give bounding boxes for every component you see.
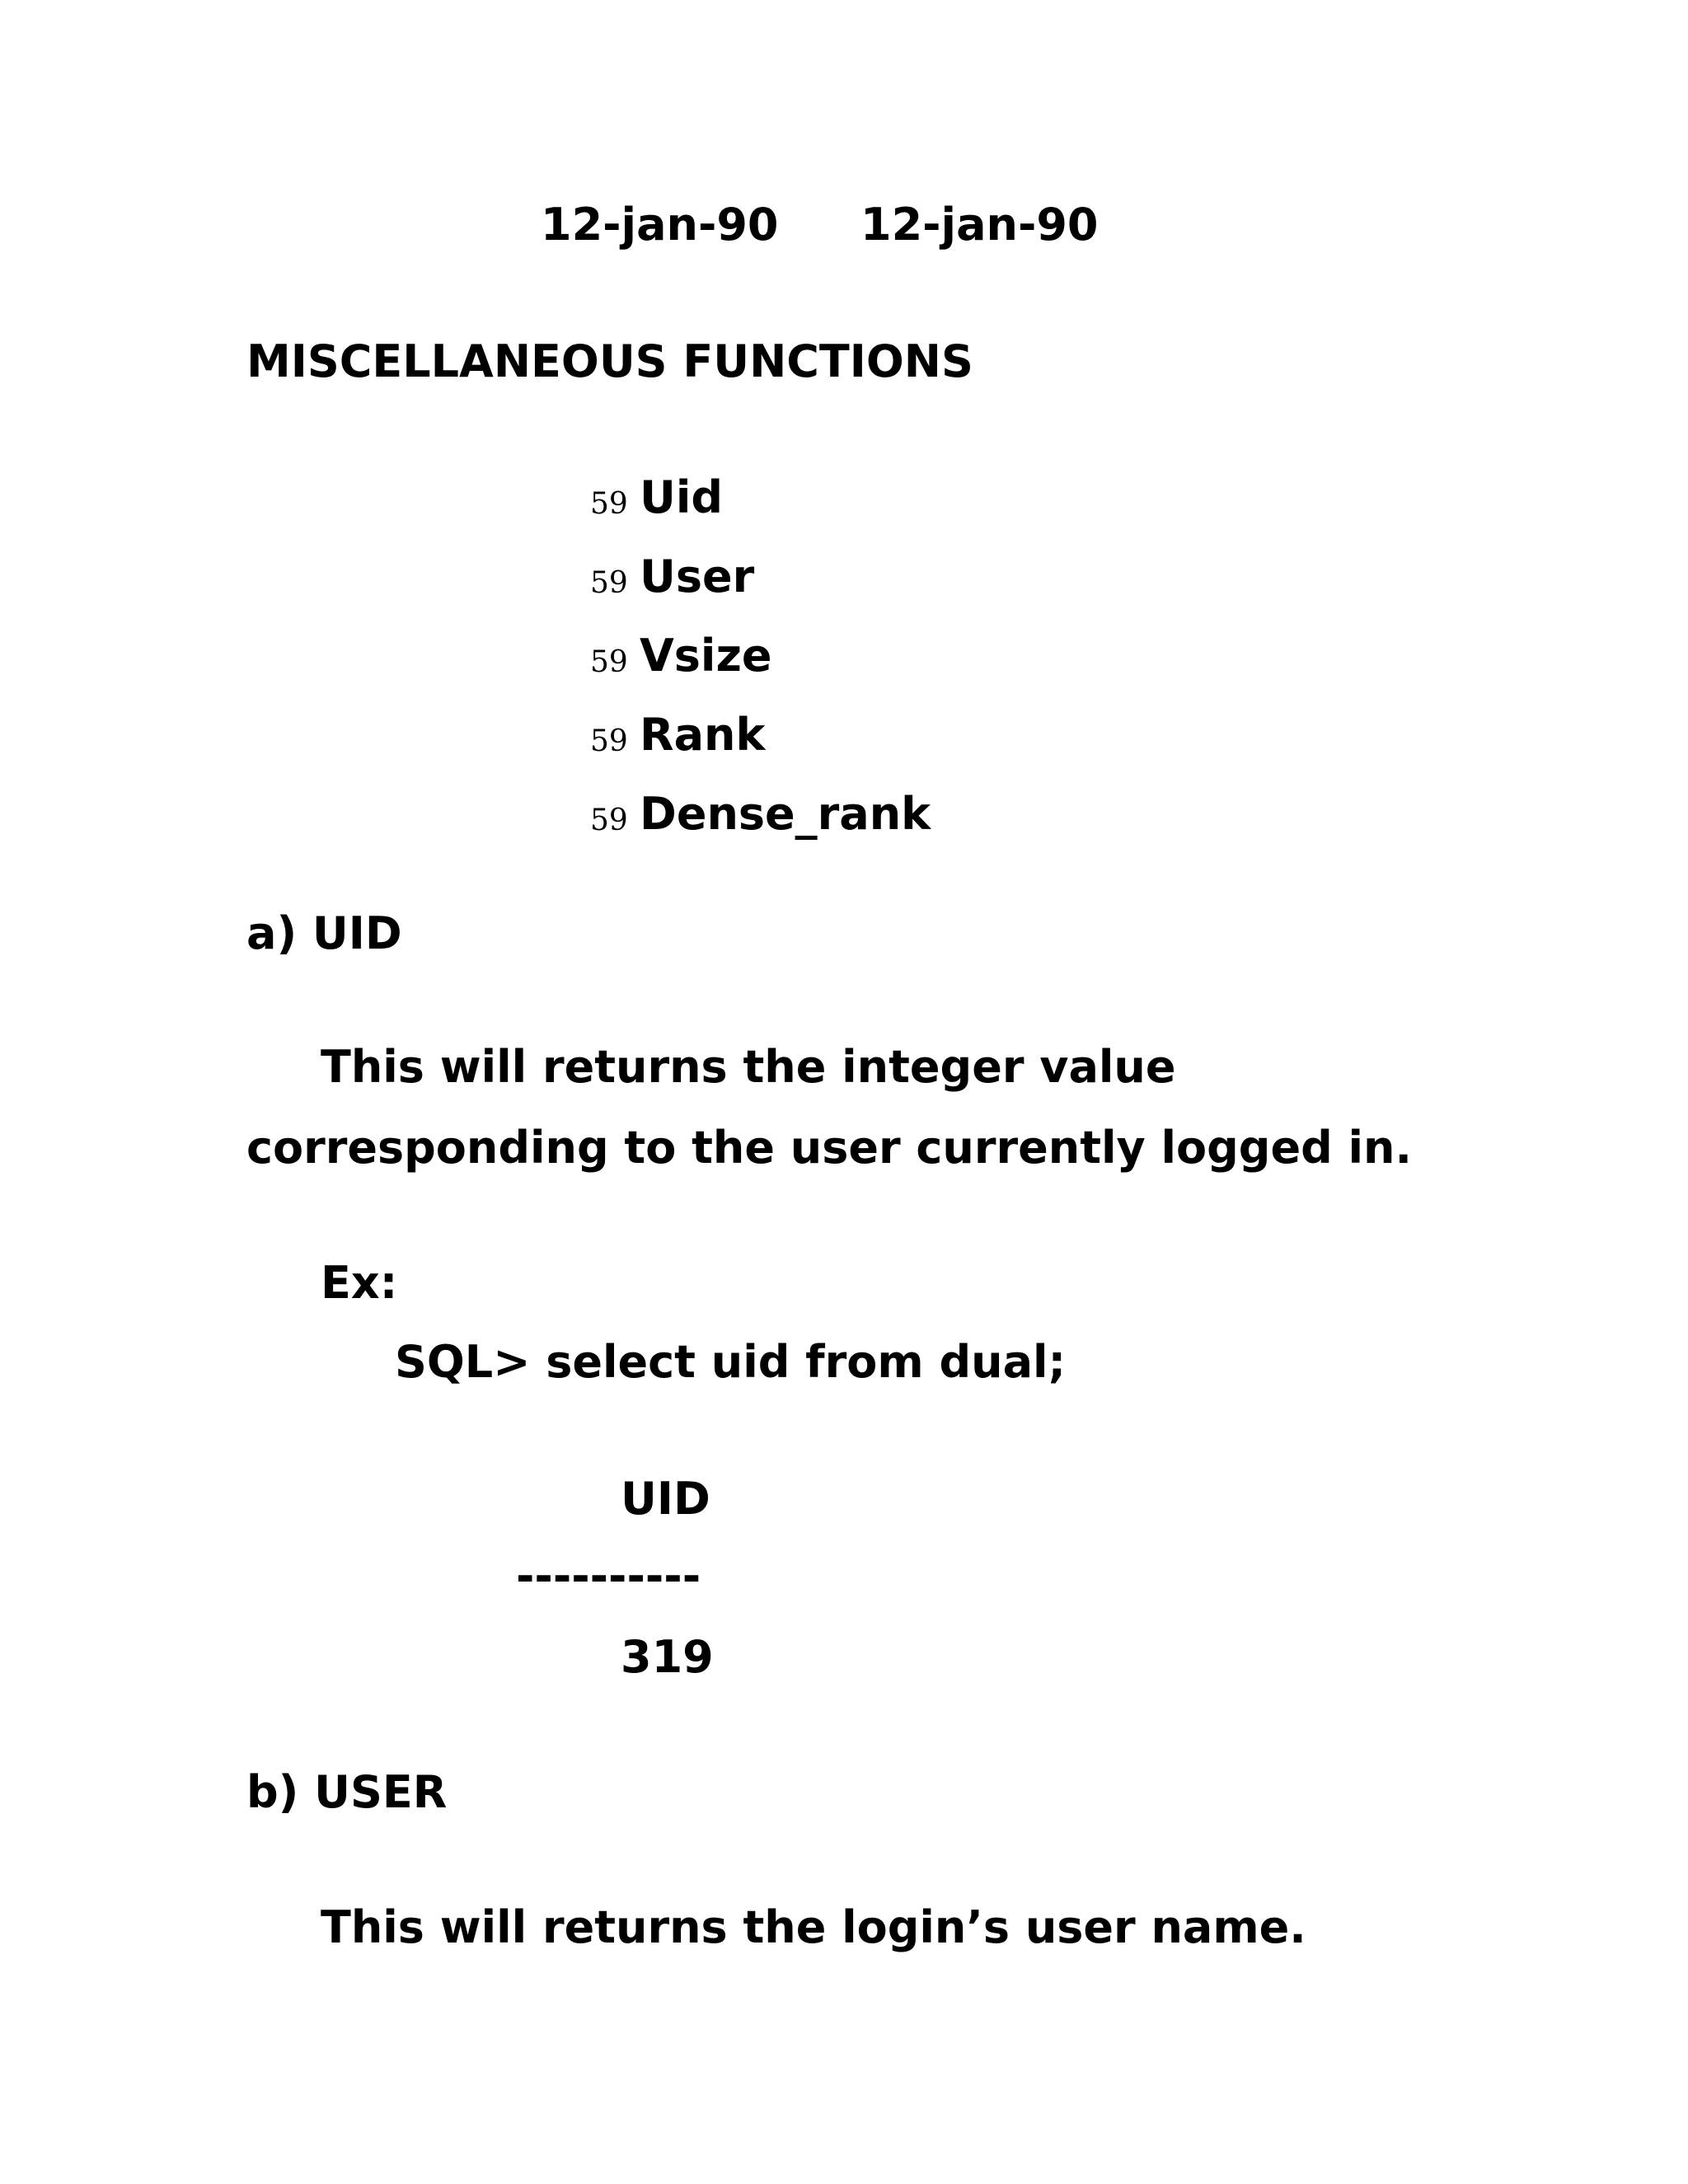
date-left: 12-jan-90 (541, 199, 779, 251)
user-heading: b) USER (246, 1766, 448, 1818)
result-column-header: UID (621, 1473, 710, 1525)
date-right: 12-jan-90 (860, 199, 1099, 251)
result-value: 319 (621, 1631, 714, 1683)
bullet-marker: 59 (590, 804, 628, 837)
sql-statement: SQL> select uid from dual; (395, 1336, 1067, 1388)
function-name-dense-rank: Dense_rank (640, 788, 931, 840)
bullet-marker: 59 (590, 487, 628, 521)
section-title: MISCELLANEOUS FUNCTIONS (246, 335, 973, 387)
uid-description-line1: This will returns the integer value (321, 1041, 1176, 1093)
bullet-marker: 59 (590, 566, 628, 600)
bullet-marker: 59 (590, 724, 628, 758)
example-label: Ex: (321, 1257, 398, 1309)
function-name-vsize: Vsize (640, 630, 772, 682)
user-description: This will returns the login’s user name. (321, 1901, 1306, 1953)
function-name-user: User (640, 551, 755, 602)
function-name-uid: Uid (640, 471, 724, 523)
result-separator: ---------- (516, 1550, 701, 1602)
uid-heading: a) UID (246, 907, 402, 959)
function-name-rank: Rank (640, 709, 766, 761)
uid-description-line2: corresponding to the user currently logged in. (246, 1122, 1412, 1174)
bullet-marker: 59 (590, 645, 628, 679)
